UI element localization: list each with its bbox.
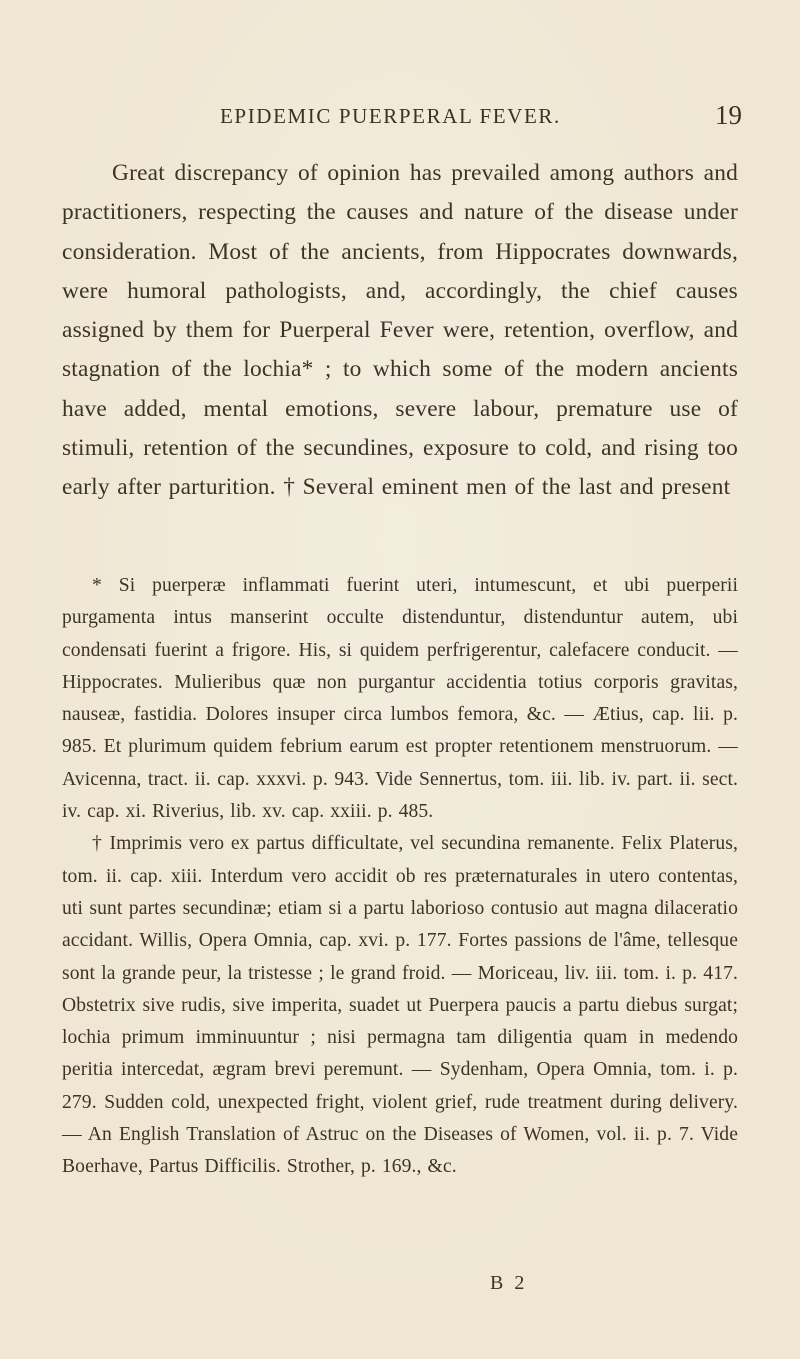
page-number: 19 <box>715 100 742 130</box>
running-title: EPIDEMIC PUERPERAL FEVER. <box>220 104 561 128</box>
footnote-dagger: † Imprimis vero ex partus difficultate, vel secundina remanente. Felix Platerus, tom. ii. cap. xiii. Interdum vero accidit ob res præternaturales in utero contentas, uti sunt partes secundinæ; etiam si a partu laborioso contusio aut magna dilaceratio accidant. Willis, Opera Omnia, cap. xvi. p. 177. Fortes passions de l'âme, tellesque sont la grande peur, la tristesse ; le grand froid. — Moriceau, liv. iii. tom. i. p. 417. Obstetrix sive rudis, sive imperita, suadet ut Puerpera paucis a partu diebus surgat; lochia primum imminuuntur ; nisi permagna tam diligentia quam in medendo peritia intercedat, ægram brevi peremunt. — Sydenham, Opera Omnia, tom. i. p. 279. Sudden cold, unexpected fright, violent grief, rude treatment during delivery. — An English Translation of Astruc on the Diseases of Women, vol. ii. p. 7. Vide Boerhave, Partus Difficilis. Strother, p. 169., &c. <box>62 833 738 1178</box>
main-paragraph: Great discrepancy of opinion has prevailed among authors and practitioners, respecting the causes and nature of the disease under consideration. Most of the ancients, from Hippocrates downwards, were humoral pathologists, and, accordingly, the chief causes assigned by them for Puerperal Fever were, retention, overflow, and stagnation of the lochia* ; to which some of the modern ancients have added, mental emotions, severe labour, premature use of stimuli, retention of the secundines, exposure to cold, and rising too early after parturition. † Several eminent men of the last and present <box>62 160 738 501</box>
footnotes <box>62 570 738 1184</box>
running-head <box>220 100 760 134</box>
signature-mark: B 2 <box>490 1272 528 1294</box>
footnote-asterisk: * Si puerperæ inflammati fuerint uteri, intumescunt, et ubi puerperii purgamenta intus manserint occulte distenduntur, distenduntur autem, ubi condensati fuerint a frigore. His, si quidem perfrigerentur, calefacere conducit. — Hippocrates. Mulieribus quæ non purgantur accidentia totius corporis gravitas, nauseæ, fastidia. Dolores insuper circa lumbos femora, &c. — Ætius, cap. lii. p. 985. Et plurimum quidem febrium earum est propter retentionem menstruorum. — Avicenna, tract. ii. cap. xxxvi. p. 943. Vide Sennertus, tom. iii. lib. iv. part. ii. sect. iv. cap. xi. Riverius, lib. xv. cap. xxiii. p. 485. <box>62 575 738 823</box>
